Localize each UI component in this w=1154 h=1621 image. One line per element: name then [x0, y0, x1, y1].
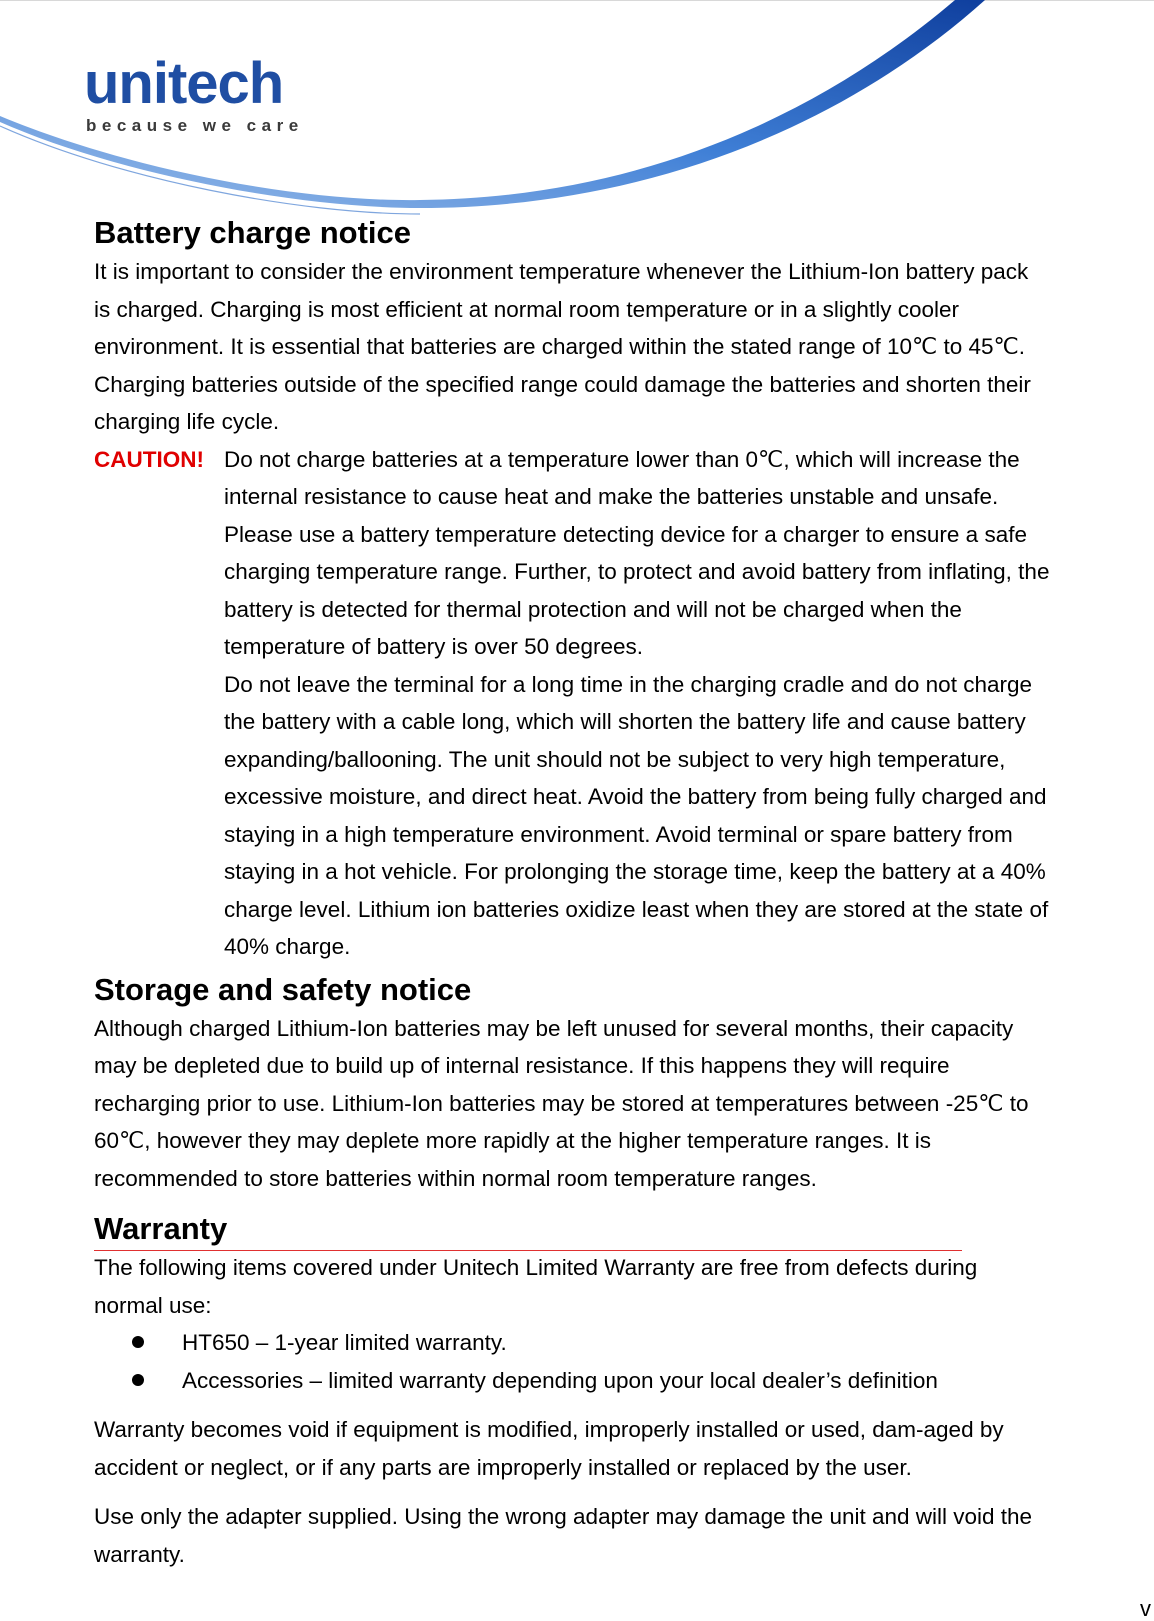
caution-label: CAUTION! [94, 446, 204, 472]
battery-line: Charging batteries outside of the specified range could damage the batteries and shorten their [94, 371, 1031, 397]
battery-line: charging life cycle. [94, 409, 280, 434]
battery-section-title: Battery charge notice [94, 215, 411, 250]
caution-line: charge level. Lithium ion batteries oxidize least when they are stored at the state of [224, 896, 1049, 922]
caution-line: charging temperature range. Further, to protect and avoid battery from inflating, the [224, 559, 1050, 584]
warranty-void-line: accident or neglect, or if any parts are improperly installed or replaced by the user. [94, 1454, 912, 1480]
adapter-line: warranty. [94, 1541, 185, 1567]
list-item-text: HT650 – 1-year limited warranty. [182, 1330, 507, 1355]
caution-line: Do not leave the terminal for a long time in the charging cradle and do not charge [224, 671, 1032, 697]
adapter-line: Use only the adapter supplied. Using the wrong adapter may damage the unit and will void the [94, 1504, 1033, 1529]
caution-line: staying in a hot vehicle. For prolonging the storage time, keep the battery at a 40% [224, 859, 1046, 884]
battery-line: is charged. Charging is most efficient at normal room temperature or in a slightly cooler [94, 296, 959, 322]
list-item [94, 1324, 1144, 1362]
list-item [94, 1362, 1144, 1400]
storage-line: 60℃, however they may deplete more rapidly at the higher temperature ranges. It is [94, 1128, 931, 1153]
storage-safety-notice [94, 970, 1144, 1198]
warranty-section [94, 1209, 1144, 1573]
warranty-intro-line: normal use: [94, 1292, 212, 1318]
logo-wordmark: unitech [84, 51, 284, 116]
storage-section-title: Storage and safety notice [94, 971, 472, 1007]
caution-line: staying in a high temperature environment. Avoid terminal or spare battery from [224, 821, 1013, 847]
document-body [94, 213, 1144, 1573]
storage-line: may be depleted due to build up of internal resistance. If this happens they will require [94, 1053, 950, 1078]
caution-line: battery is detected for thermal protection and will not be charged when the [224, 596, 962, 622]
page-number: v [1140, 1596, 1151, 1621]
warranty-void-paragraph [94, 1411, 1144, 1486]
battery-charge-notice [94, 213, 1144, 966]
caution-line: excessive moisture, and direct heat. Avoid the battery from being fully charged and [224, 784, 1047, 809]
battery-line: It is important to consider the environment temperature whenever the Lithium-Ion battery pack [94, 259, 1029, 284]
warranty-void-line: Warranty becomes void if equipment is modified, improperly installed or used, dam-aged by [94, 1417, 1004, 1442]
caution-line: temperature of battery is over 50 degrees. [224, 634, 643, 659]
storage-line: recharging prior to use. Lithium-Ion batteries may be stored at temperatures between -25℃ to [94, 1090, 1029, 1116]
battery-line: environment. It is essential that batteries are charged within the stated range of 10℃ to 45℃. [94, 334, 1026, 359]
caution-line: the battery with a cable long, which will shorten the battery life and cause battery [224, 709, 1026, 734]
bullet-icon [132, 1336, 144, 1348]
warranty-divider [94, 1250, 962, 1251]
caution-line: Please use a battery temperature detecting device for a charger to ensure a safe [224, 521, 1027, 547]
caution-line: Do not charge batteries at a temperature lower than 0℃, which will increase the [224, 446, 1020, 472]
warranty-intro-line: The following items covered under Unitech Limited Warranty are free from defects during [94, 1255, 978, 1280]
warranty-section-title: Warranty [94, 1211, 228, 1246]
unitech-logo [84, 52, 304, 136]
adapter-paragraph [94, 1498, 1144, 1573]
list-item-text: Accessories – limited warranty depending upon your local dealer’s definition [182, 1367, 938, 1393]
storage-line: Although charged Lithium-Ion batteries may be left unused for several months, their capacity [94, 1015, 1014, 1041]
caution-line: internal resistance to cause heat and make the batteries unstable and unsafe. [224, 484, 999, 509]
warranty-heading [94, 1209, 1144, 1249]
storage-line: recommended to store batteries within normal room temperature ranges. [94, 1165, 817, 1191]
bullet-icon [132, 1374, 144, 1386]
logo-tagline: because we care [86, 116, 304, 135]
caution-line: expanding/ballooning. The unit should not be subject to very high temperature, [224, 746, 1006, 772]
warranty-list [94, 1324, 1144, 1399]
caution-block [94, 441, 1144, 966]
caution-line: 40% charge. [224, 934, 351, 959]
